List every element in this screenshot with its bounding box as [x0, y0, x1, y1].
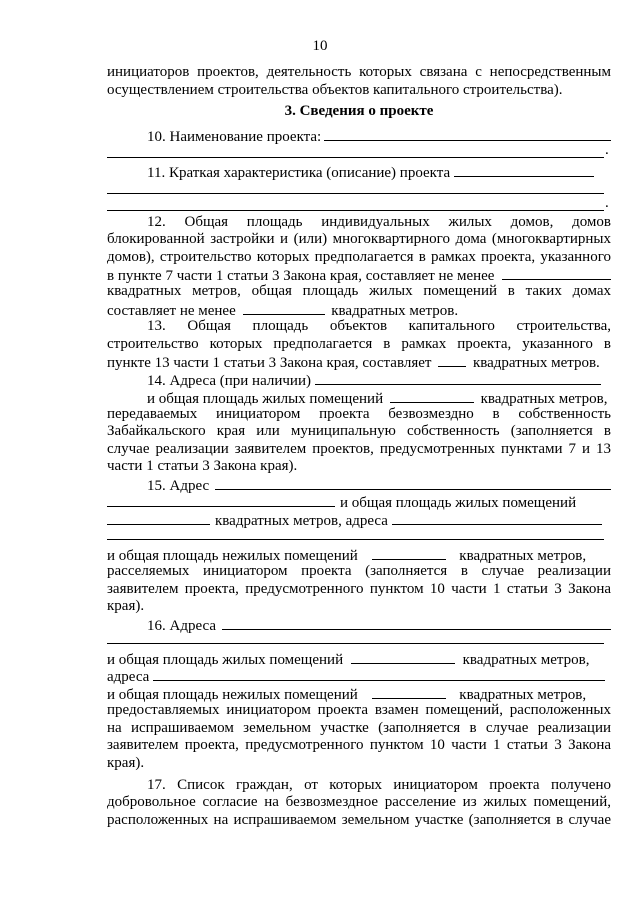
item-15-label: 15. Адрес: [147, 478, 210, 494]
item-14-line-2-text-b: квадратных метров,: [480, 391, 608, 407]
item-11-period: .: [605, 195, 609, 211]
item-13-area-blank[interactable]: [438, 353, 466, 367]
item-13-line-1: 13. Общая площадь объектов капитального строительства,: [147, 318, 611, 334]
item-15-line-3: [107, 511, 611, 528]
item-12-line-6-text-b: квадратных метров.: [331, 303, 459, 319]
item-14-area-blank[interactable]: [390, 389, 474, 403]
item-16-line-4-text-b: квадратных метров,: [459, 687, 587, 703]
item-13-line-3: [107, 353, 611, 370]
item-15-line-7: края).: [107, 598, 145, 614]
item-17-line-1: 17. Список граждан, от которых инициатором проекта получено: [147, 777, 611, 793]
item-13-line-3-text-b: квадратных метров.: [472, 355, 600, 371]
item-15-line-1: [147, 476, 611, 493]
item-12-line-4-text: в пункте 7 части 1 статьи 3 Закона края, составляет не менее: [107, 268, 495, 284]
item-12-line-6: [107, 301, 611, 318]
item-15-line-4: [107, 546, 611, 563]
item-16-label: 16. Адреса: [147, 618, 216, 634]
item-15-nonliving-area-blank[interactable]: [372, 546, 446, 560]
item-16-line-2: [107, 650, 611, 667]
item-14-address-blank[interactable]: [315, 371, 601, 385]
item-12-line-3: домов), строительство которых предполагается в рамках проекта, указанного: [107, 249, 611, 265]
page-number: 10: [312, 38, 328, 54]
item-14-line-3: передаваемых инициатором проекта безвозмездно в собственность: [107, 406, 611, 422]
item-12-line-2: блокированной застройки и (или) многоквартирного дома (многоквартирных: [107, 231, 611, 247]
intro-line-1: инициаторов проектов, деятельность которых связана с непосредственным: [107, 64, 611, 80]
item-15-line-4-text-b: квадратных метров,: [459, 548, 587, 564]
item-16-line-7: заявителем проекта, предусмотренного пунктом 10 части 1 статьи 3 Закона: [107, 737, 611, 753]
item-10-blank[interactable]: [324, 127, 611, 141]
item-16-line-1: [147, 616, 611, 633]
item-10: [147, 127, 611, 144]
item-11-blank-line-3[interactable]: [107, 210, 604, 211]
item-14-label: 14. Адреса (при наличии): [147, 373, 311, 389]
item-12-line-6-text-a: составляет не менее: [107, 303, 236, 319]
item-12-living-area-blank[interactable]: [243, 301, 325, 315]
item-14-line-2: [147, 389, 611, 406]
item-12-line-1: 12. Общая площадь индивидуальных жилых домов, домов: [147, 214, 611, 230]
item-16-line-3-text: адреса: [107, 669, 150, 685]
item-15-addresses-blank-2[interactable]: [107, 539, 604, 540]
item-15-address-blank[interactable]: [215, 476, 611, 490]
item-15-line-3-text: квадратных метров, адреса: [215, 513, 388, 529]
item-12-line-5: квадратных метров, общая площадь жилых помещений в таких домах: [107, 283, 611, 299]
item-15-line-2: [107, 493, 611, 510]
item-16-line-3: [107, 667, 611, 684]
item-16-addresses-blank-3[interactable]: [153, 667, 605, 681]
item-16-line-4: [107, 685, 611, 702]
item-15-line-4-text-a: и общая площадь нежилых помещений: [107, 548, 358, 564]
item-17-line-3: расположенных на испрашиваемом земельном участке (заполняется в случае: [107, 812, 611, 828]
section-title: 3. Сведения о проекте: [284, 103, 434, 119]
item-12-line-4: [107, 266, 611, 283]
item-16-line-8: края).: [107, 755, 145, 771]
item-15-area-blank[interactable]: [107, 511, 210, 525]
item-14-line-2-text-a: и общая площадь жилых помещений: [147, 391, 384, 407]
item-13-line-3-text-a: пункте 13 части 1 статьи 3 Закона края, составляет: [107, 355, 432, 371]
item-14-line-1: [147, 371, 611, 388]
intro-line-2: осуществлением строительства объектов капитального строительства).: [107, 82, 563, 98]
item-16-line-4-text-a: и общая площадь нежилых помещений: [107, 687, 358, 703]
item-12-min-area-blank[interactable]: [502, 266, 611, 280]
item-15-line-6: заявителем проекта, предусмотренного пунктом 10 части 1 статьи 3 Закона: [107, 581, 611, 597]
item-16-line-6: на испрашиваемом земельном участке (заполняется в случае реализации: [107, 720, 611, 736]
item-15-line-2-text: и общая площадь жилых помещений: [340, 495, 577, 511]
item-14-line-5: случае реализации заявителем проектов, предусмотренных пунктами 7 и 13: [107, 441, 611, 457]
item-16-addresses-blank-2[interactable]: [107, 643, 604, 644]
item-17-line-2: добровольное согласие на безвозмездное расселение из жилых помещений,: [107, 794, 611, 810]
item-10-label: 10. Наименование проекта:: [147, 129, 322, 145]
item-16-line-2-text-b: квадратных метров,: [462, 652, 590, 668]
item-11-blank-line-2[interactable]: [107, 193, 604, 194]
item-14-line-4: Забайкальского края или муниципальную собственность (заполняется в: [107, 423, 611, 439]
item-15-addresses-blank[interactable]: [392, 511, 602, 525]
item-15-address-blank-2[interactable]: [107, 493, 335, 507]
item-11: [147, 163, 611, 180]
item-16-nonliving-area-blank[interactable]: [372, 685, 446, 699]
item-16-area-blank[interactable]: [351, 650, 455, 664]
item-16-addresses-blank[interactable]: [222, 616, 611, 630]
item-11-label: 11. Краткая характеристика (описание) проекта: [147, 165, 451, 181]
item-16-line-5: предоставляемых инициатором проекта взамен помещений, расположенных: [107, 702, 611, 718]
item-14-line-6: части 1 статьи 3 Закона края).: [107, 458, 298, 474]
item-15-line-5: расселяемых инициатором проекта (заполняется в случае реализации: [107, 563, 611, 579]
item-10-period: .: [605, 142, 609, 158]
item-16-line-2-text-a: и общая площадь жилых помещений: [107, 652, 344, 668]
item-10-continuation-blank[interactable]: [107, 157, 604, 158]
item-11-blank[interactable]: [454, 163, 594, 177]
item-13-line-2: строительство которых предполагается в рамках проекта, указанного в: [107, 336, 611, 352]
